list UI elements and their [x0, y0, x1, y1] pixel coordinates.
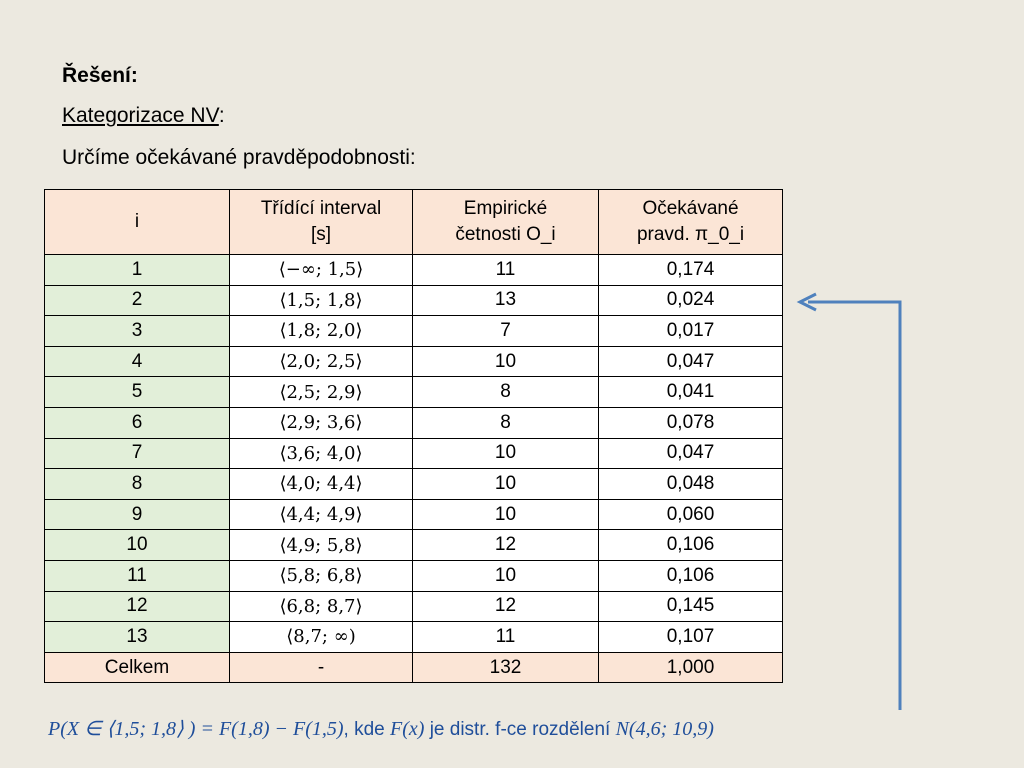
row-interval: ⟨6,8; 8,7⟩	[230, 591, 413, 622]
row-expected: 0,041	[599, 377, 783, 408]
row-expected: 0,047	[599, 438, 783, 469]
row-empirical: 8	[413, 407, 599, 438]
header-expected: Očekávané pravd. π_0_i	[599, 190, 783, 255]
row-expected: 0,106	[599, 560, 783, 591]
row-interval: ⟨4,9; 5,8⟩	[230, 530, 413, 561]
row-interval: ⟨4,0; 4,4⟩	[230, 469, 413, 500]
categorization-label: Kategorizace NV	[62, 104, 219, 127]
row-expected: 0,060	[599, 499, 783, 530]
row-expected: 0,048	[599, 469, 783, 500]
row-empirical: 10	[413, 346, 599, 377]
row-index: 3	[45, 316, 230, 347]
formula-fx: F(x)	[390, 718, 425, 740]
row-index: 9	[45, 499, 230, 530]
formula-mid: je distr. f-ce rozdělení	[424, 719, 616, 740]
header-empirical-line2: četnosti O_i	[455, 224, 556, 245]
categorization-colon: :	[218, 104, 225, 127]
row-empirical: 7	[413, 316, 599, 347]
row-index: 5	[45, 377, 230, 408]
row-expected: 0,106	[599, 530, 783, 561]
row-index: 11	[45, 560, 230, 591]
row-expected: 0,017	[599, 316, 783, 347]
row-interval: ⟨3,6; 4,0⟩	[230, 438, 413, 469]
row-empirical: 10	[413, 469, 599, 500]
header-interval: Třídící interval [s]	[230, 190, 413, 255]
row-empirical: 11	[413, 622, 599, 653]
row-interval: ⟨2,9; 3,6⟩	[230, 407, 413, 438]
intro-text: Určíme očekávané pravděpodobnosti:	[62, 146, 416, 169]
solution-heading: Řešení:	[62, 64, 138, 87]
probability-formula	[48, 716, 714, 741]
row-index: 7	[45, 438, 230, 469]
header-index: i	[45, 190, 230, 255]
header-expected-line2: pravd. π_0_i	[636, 224, 745, 245]
row-expected: 0,078	[599, 407, 783, 438]
row-index: 2	[45, 285, 230, 316]
total-empirical: 132	[413, 652, 599, 683]
row-empirical: 11	[413, 255, 599, 286]
row-index: 10	[45, 530, 230, 561]
row-expected: 0,174	[599, 255, 783, 286]
row-expected: 0,024	[599, 285, 783, 316]
row-empirical: 13	[413, 285, 599, 316]
row-empirical: 10	[413, 560, 599, 591]
formula-lhs: P(X ∈ ⟨1,5; 1,8⟩ ) = F(1,8) − F(1,5)	[48, 718, 344, 740]
formula-distribution: N(4,6; 10,9)	[615, 718, 714, 740]
row-index: 12	[45, 591, 230, 622]
row-interval: ⟨8,7; ∞)	[230, 622, 413, 653]
row-interval: ⟨2,5; 2,9⟩	[230, 377, 413, 408]
row-interval: ⟨2,0; 2,5⟩	[230, 346, 413, 377]
row-index: 4	[45, 346, 230, 377]
row-empirical: 12	[413, 530, 599, 561]
row-index: 8	[45, 469, 230, 500]
row-empirical: 10	[413, 438, 599, 469]
row-interval: ⟨5,8; 6,8⟩	[230, 560, 413, 591]
row-interval: ⟨1,5; 1,8⟩	[230, 285, 413, 316]
header-empirical: Empirické četnosti O_i	[413, 190, 599, 255]
row-interval: ⟨1,8; 2,0⟩	[230, 316, 413, 347]
row-expected: 0,107	[599, 622, 783, 653]
row-interval: ⟨−∞; 1,5⟩	[230, 255, 413, 286]
row-index: 1	[45, 255, 230, 286]
row-empirical: 12	[413, 591, 599, 622]
row-empirical: 8	[413, 377, 599, 408]
row-index: 13	[45, 622, 230, 653]
row-expected: 0,145	[599, 591, 783, 622]
total-label: Celkem	[45, 652, 230, 683]
total-interval: -	[230, 652, 413, 683]
row-index: 6	[45, 407, 230, 438]
arrow-line	[808, 302, 900, 710]
row-interval: ⟨4,4; 4,9⟩	[230, 499, 413, 530]
formula-kde: , kde	[343, 719, 390, 740]
row-expected: 0,047	[599, 346, 783, 377]
total-expected: 1,000	[599, 652, 783, 683]
row-empirical: 10	[413, 499, 599, 530]
